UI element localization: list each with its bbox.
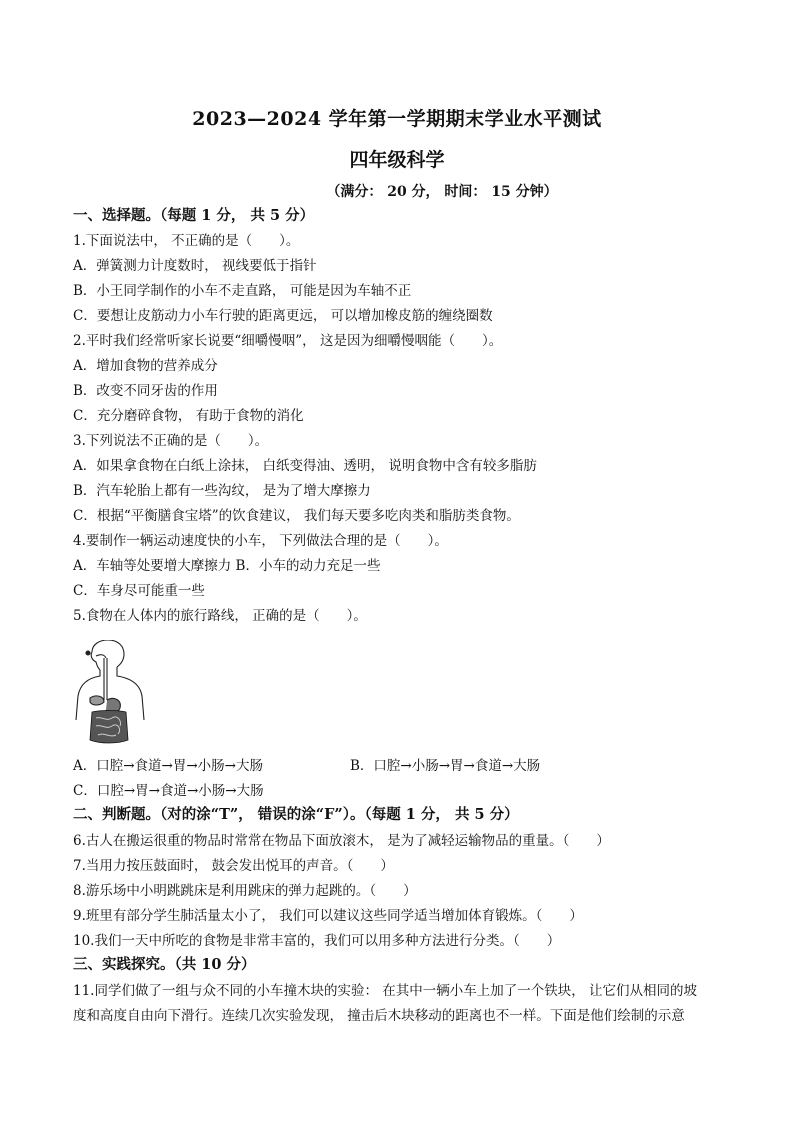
question-5-option-c: C．口腔→胃→食道→小肠→大肠 (73, 783, 264, 799)
question-2-option-c: C．充分磨碎食物， 有助于食物的消化 (73, 408, 304, 424)
question-3-stem: 3.下列说法不正确的是（ ）。 (73, 433, 269, 449)
question-5-option-a: A．口腔→食道→胃→小肠→大肠 (73, 758, 263, 774)
question-11-line-1: 11.同学们做了一组与众不同的小车撞木块的实验： 在其中一辆小车上加了一个铁块， 让它们从相同的坡 (73, 983, 698, 999)
judge-question-8: 8.游乐场中小明跳跳床是利用跳床的弹力起跳的。（ ） (73, 883, 417, 899)
question-1-stem: 1.下面说法中， 不正确的是（ ）。 (73, 233, 300, 249)
question-5-option-b: B．口腔→小肠→胃→食道→大肠 (350, 758, 541, 774)
question-3-option-c: C．根据“平衡膳食宝塔”的饮食建议， 我们每天要多吃肉类和脂肪类食物。 (73, 508, 520, 524)
judge-question-10: 10.我们一天中所吃的食物是非常丰富的，我们可以用多种方法进行分类。（ ） (73, 933, 561, 949)
question-2-stem: 2.平时我们经常听家长说要“细嚼慢咽”， 这是因为细嚼慢咽能（ ）。 (73, 333, 503, 349)
question-2-option-a: A．增加食物的营养成分 (73, 358, 218, 374)
question-4-stem: 4.要制作一辆运动速度快的小车， 下列做法合理的是（ ）。 (73, 533, 448, 549)
section-choice-heading: 一、选择题。（每题 1 分， 共 5 分） (73, 207, 315, 224)
judge-question-9: 9.班里有部分学生肺活量太小了， 我们可以建议这些同学适当增加体育锻炼。（ ） (73, 908, 583, 924)
section-practice-heading: 三、实践探究。（共 10 分） (73, 956, 256, 973)
exam-info: （满分： 20 分， 时间： 15 分钟） (326, 184, 558, 200)
digestive-system-figure (70, 640, 160, 745)
question-1-option-c: C．要想让皮筋动力小车行驶的距离更远， 可以增加橡皮筋的缠绕圈数 (73, 308, 493, 324)
question-2-option-b: B．改变不同牙齿的作用 (73, 383, 218, 399)
judge-question-7: 7.当用力按压鼓面时， 鼓会发出悦耳的声音。（ ） (73, 858, 394, 874)
question-11-line-2: 度和高度自由向下滑行。连续几次实验发现， 撞击后木块移动的距离也不一样。下面是他们绘制的示意 (73, 1008, 685, 1024)
exam-title: 2023—2024 学年第一学期期末学业水平测试 (192, 108, 602, 130)
question-5-stem: 5.食物在人体内的旅行路线， 正确的是（ ）。 (73, 608, 367, 624)
question-1-option-b: B．小王同学制作的小车不走直路， 可能是因为车轴不正 (73, 283, 412, 299)
question-1-option-a: A．弹簧测力计度数时， 视线要低于指针 (73, 258, 317, 274)
exam-subtitle: 四年级科学 (349, 149, 445, 171)
question-4-option-c: C．车身尽可能重一些 (73, 583, 205, 599)
question-3-option-a: A．如果拿食物在白纸上涂抹， 白纸变得油、透明， 说明食物中含有较多脂肪 (73, 458, 537, 474)
question-3-option-b: B．汽车轮胎上都有一些沟纹， 是为了增大摩擦力 (73, 483, 371, 499)
judge-question-6: 6.古人在搬运很重的物品时常常在物品下面放滚木， 是为了减轻运输物品的重量。（ ） (73, 833, 610, 849)
question-4-option-ab: A．车轴等处要增大摩擦力 B．小车的动力充足一些 (73, 558, 381, 574)
section-judge-heading: 二、判断题。（对的涂“T”， 错误的涂“F”）。（每题 1 分， 共 5 分） (73, 806, 519, 823)
